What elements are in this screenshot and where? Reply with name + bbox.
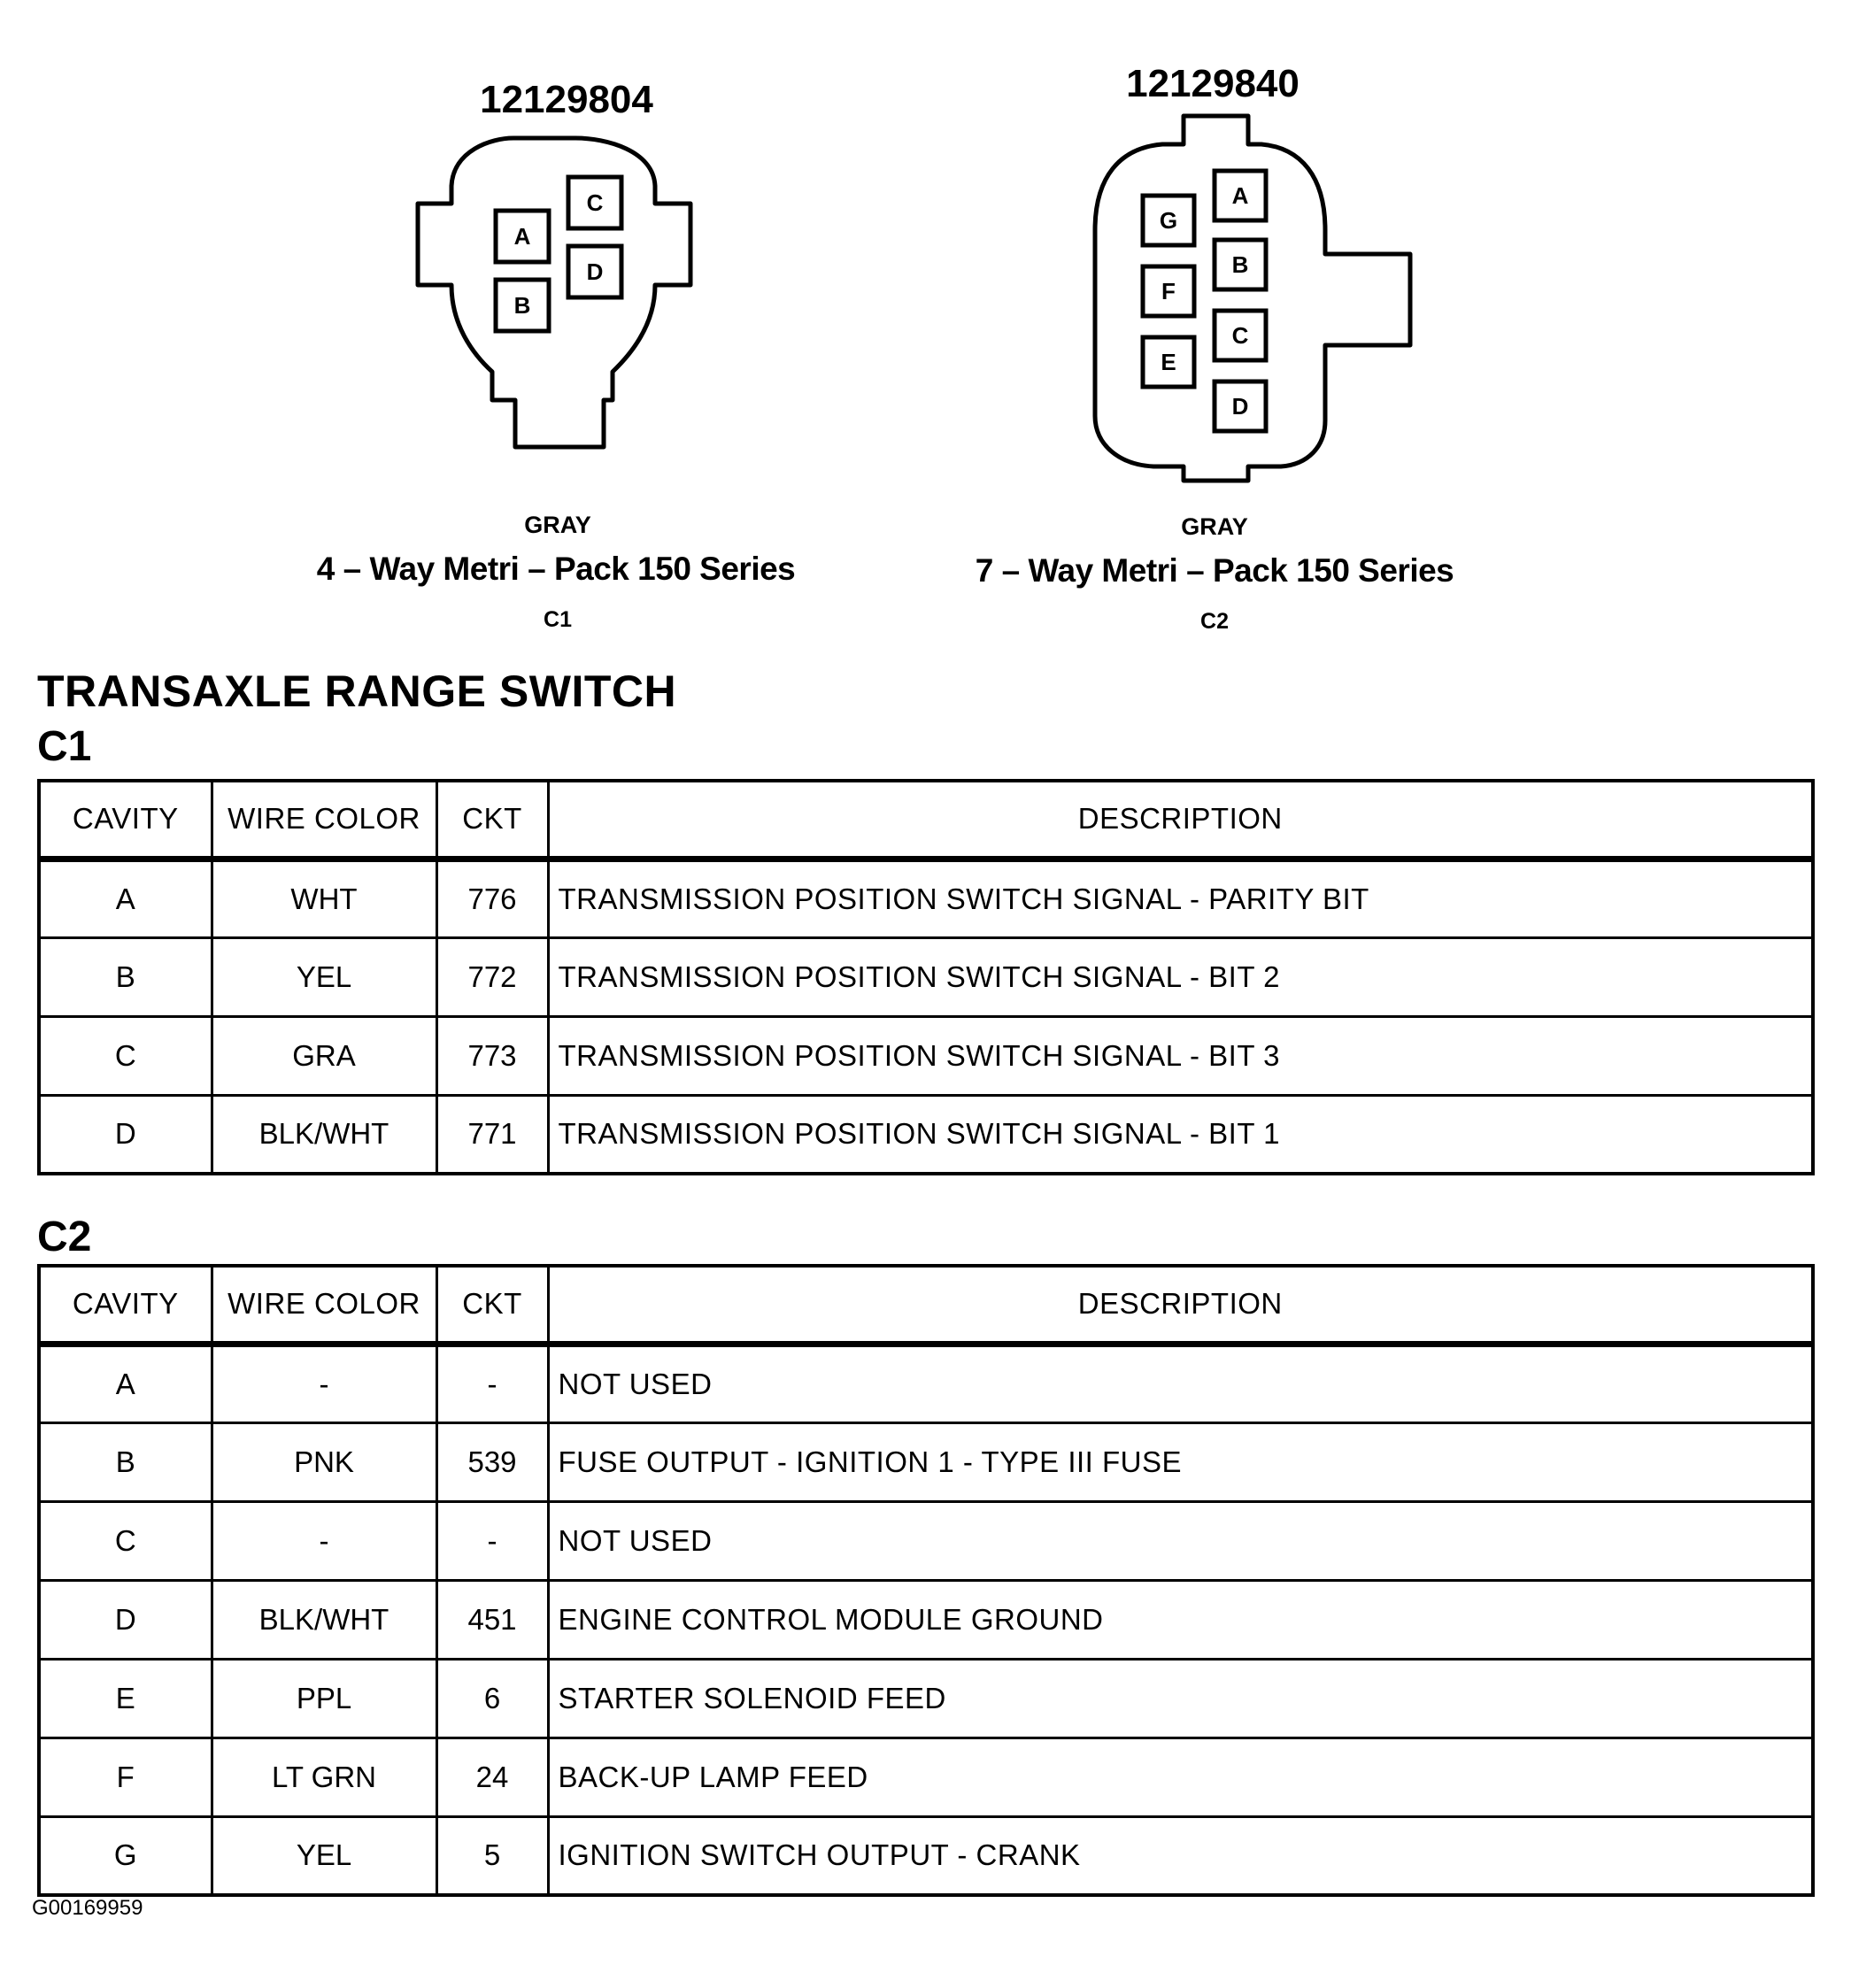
figure-id: G00169959 — [32, 1896, 143, 1920]
cell-ckt: 772 — [436, 937, 548, 1016]
cell-description: FUSE OUTPUT - IGNITION 1 - TYPE III FUSE — [548, 1422, 1813, 1501]
cell-cavity: A — [39, 1344, 212, 1422]
cell-wire-color: YEL — [212, 1816, 436, 1895]
c1-cavity-b-label: B — [513, 292, 531, 319]
col-header-ckt: CKT — [436, 1266, 548, 1344]
cell-wire-color: - — [212, 1501, 436, 1580]
cell-ckt: - — [436, 1344, 548, 1422]
c1-cavity-a-label: A — [513, 223, 531, 250]
table-row — [39, 859, 1813, 937]
col-header-description: DESCRIPTION — [548, 1266, 1813, 1344]
col-header-cavity: CAVITY — [39, 1266, 212, 1344]
cell-wire-color: GRA — [212, 1016, 436, 1095]
c1-connector-face — [407, 133, 699, 496]
cell-description: IGNITION SWITCH OUTPUT - CRANK — [548, 1816, 1813, 1895]
cell-cavity: C — [39, 1501, 212, 1580]
cell-cavity: F — [39, 1738, 212, 1816]
c2-part-number: 12129840 — [1126, 62, 1300, 105]
table-row — [39, 1422, 1813, 1501]
cell-description: ENGINE CONTROL MODULE GROUND — [548, 1580, 1813, 1659]
c2-pinout-table — [37, 1264, 1815, 1897]
c1-pinout-table — [37, 779, 1815, 1175]
cell-description: TRANSMISSION POSITION SWITCH SIGNAL - BIT 3 — [548, 1016, 1813, 1095]
cell-description: NOT USED — [548, 1501, 1813, 1580]
table-header-row — [39, 1266, 1813, 1344]
c1-color-label: GRAY — [524, 512, 591, 538]
cell-description: TRANSMISSION POSITION SWITCH SIGNAL - BIT 1 — [548, 1095, 1813, 1174]
c2-color-label: GRAY — [1181, 513, 1248, 540]
table-row — [39, 1344, 1813, 1422]
c2-connector-id: C2 — [1200, 609, 1229, 634]
cell-wire-color: LT GRN — [212, 1738, 436, 1816]
cell-description: TRANSMISSION POSITION SWITCH SIGNAL - BIT 2 — [548, 937, 1813, 1016]
col-header-wire-color: WIRE COLOR — [212, 1266, 436, 1344]
c2-cavity-d-label: D — [1231, 393, 1249, 420]
cell-description: NOT USED — [548, 1344, 1813, 1422]
c1-table-label: C1 — [37, 723, 92, 770]
table-row — [39, 1095, 1813, 1174]
table-row — [39, 937, 1813, 1016]
cell-ckt: 539 — [436, 1422, 548, 1501]
c1-part-number: 12129804 — [480, 78, 653, 121]
cell-wire-color: PPL — [212, 1659, 436, 1738]
cell-cavity: A — [39, 859, 212, 937]
c1-connector-id: C1 — [544, 607, 572, 632]
cell-description: BACK-UP LAMP FEED — [548, 1738, 1813, 1816]
cell-cavity: C — [39, 1016, 212, 1095]
cell-cavity: E — [39, 1659, 212, 1738]
cell-wire-color: YEL — [212, 937, 436, 1016]
table-row — [39, 1016, 1813, 1095]
cell-ckt: 6 — [436, 1659, 548, 1738]
c2-cavity-c-label: C — [1231, 322, 1249, 349]
cell-ckt: 5 — [436, 1816, 548, 1895]
table-row — [39, 1501, 1813, 1580]
cell-cavity: B — [39, 937, 212, 1016]
cell-ckt: 451 — [436, 1580, 548, 1659]
cell-wire-color: BLK/WHT — [212, 1095, 436, 1174]
table-row — [39, 1816, 1813, 1895]
cell-wire-color: PNK — [212, 1422, 436, 1501]
c2-cavity-b-label: B — [1231, 251, 1249, 278]
col-header-cavity: CAVITY — [39, 781, 212, 859]
c2-table-label: C2 — [37, 1214, 92, 1260]
page-title: TRANSAXLE RANGE SWITCH — [37, 667, 677, 716]
table-row — [39, 1659, 1813, 1738]
c2-series-label: 7 – Way Metri – Pack 150 Series — [975, 552, 1454, 589]
cell-cavity: G — [39, 1816, 212, 1895]
c1-cavity-c-label: C — [586, 189, 604, 216]
c2-connector-face — [1084, 111, 1421, 491]
cell-cavity: B — [39, 1422, 212, 1501]
cell-cavity: D — [39, 1580, 212, 1659]
cell-ckt: 776 — [436, 859, 548, 937]
c2-cavity-a-label: A — [1231, 182, 1249, 209]
c1-connector-outline — [418, 138, 690, 447]
table-row — [39, 1738, 1813, 1816]
cell-ckt: - — [436, 1501, 548, 1580]
c1-cavity-d-label: D — [586, 258, 604, 285]
cell-ckt: 773 — [436, 1016, 548, 1095]
cell-ckt: 771 — [436, 1095, 548, 1174]
c1-series-label: 4 – Way Metri – Pack 150 Series — [316, 551, 796, 587]
cell-ckt: 24 — [436, 1738, 548, 1816]
cell-wire-color: WHT — [212, 859, 436, 937]
col-header-wire-color: WIRE COLOR — [212, 781, 436, 859]
table-header-row — [39, 781, 1813, 859]
c2-cavity-e-label: E — [1161, 349, 1176, 375]
cell-wire-color: BLK/WHT — [212, 1580, 436, 1659]
cell-cavity: D — [39, 1095, 212, 1174]
cell-description: STARTER SOLENOID FEED — [548, 1659, 1813, 1738]
cell-description: TRANSMISSION POSITION SWITCH SIGNAL - PARITY BIT — [548, 859, 1813, 937]
c2-cavity-f-label: F — [1161, 278, 1176, 304]
col-header-description: DESCRIPTION — [548, 781, 1813, 859]
cell-wire-color: - — [212, 1344, 436, 1422]
table-row — [39, 1580, 1813, 1659]
col-header-ckt: CKT — [436, 781, 548, 859]
c2-cavity-g-label: G — [1159, 207, 1178, 234]
